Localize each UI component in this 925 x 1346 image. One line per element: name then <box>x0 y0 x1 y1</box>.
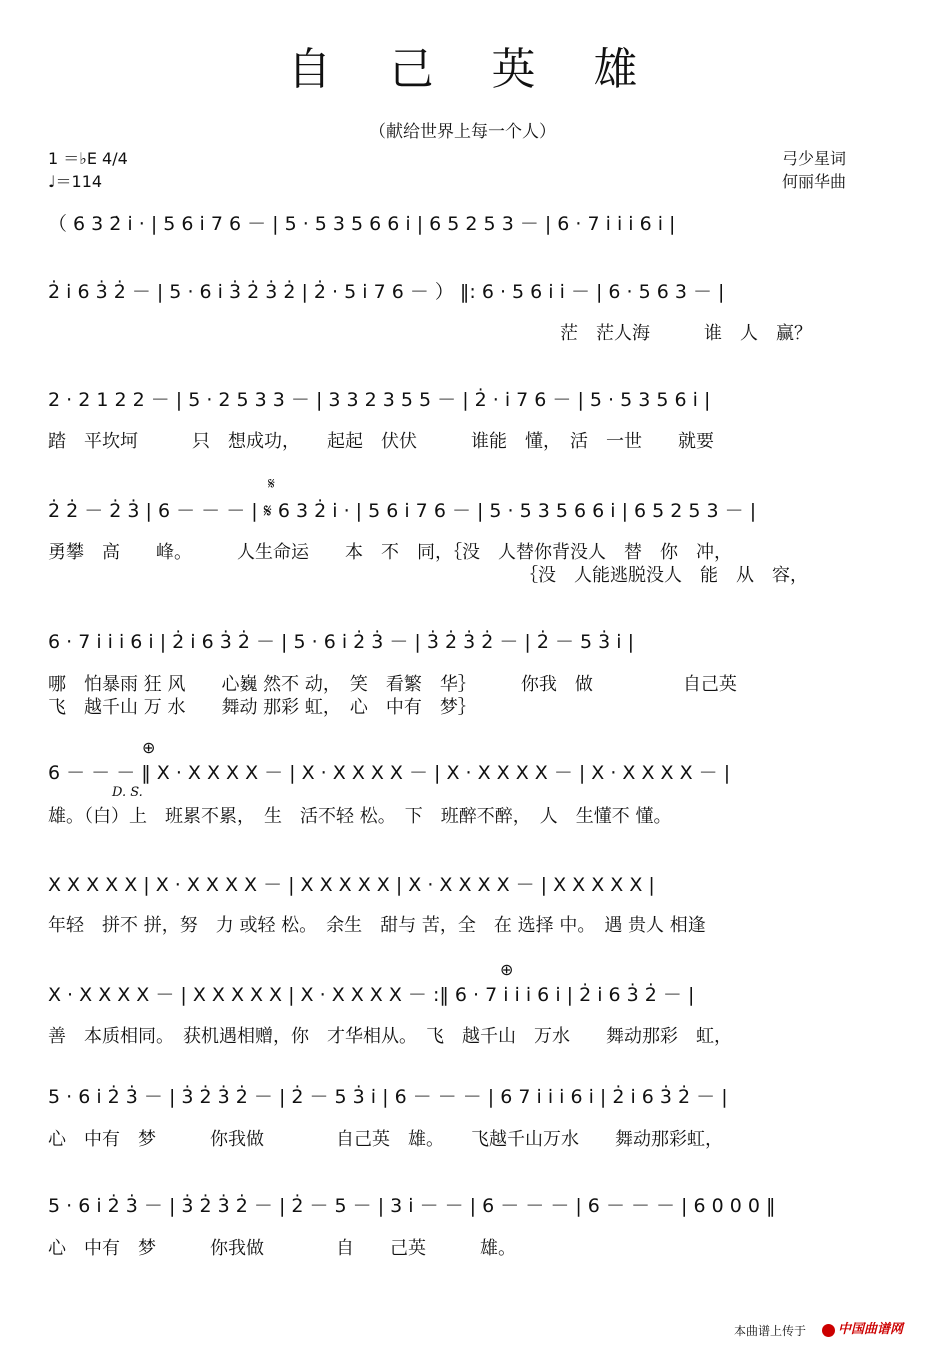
notation-line-3: 2 · 2 1 2 2 － | 5 · 2 5 3 3 － | 3 3 2 3 5 5 － | 2̇ · i̇ 7 6 － | 5 · 5 3 5 6 i̇ | <box>48 389 711 411</box>
notation-line-2: 2̇ i̇ 6 3̇ 2̇ － | 5 · 6 i̇ 3̇ 2̇ 3̇ 2̇ | 2̇ · 5 i̇ 7 6 － ） ‖: 6 · 5 6 i̇ i̇ － | 6 · 5 6 3 － | <box>48 281 725 303</box>
lyric-line-6: 雄。（白）上 班累不累， 生 活不轻 松。 下 班醉不醉， 人 生懂不 懂。 <box>48 806 672 827</box>
notation-line-9: 5 · 6 i̇ 2̇ 3̇ － | 3̇ 2̇ 3̇ 2̇ － | 2̇ － 5 3̇ i̇ | 6 － － － | 6 7 i̇ i̇ i̇ 6 i̇ | 2̇ i̇ 6 3̇ 2̇ － | <box>48 1086 728 1108</box>
lyric-line-10: 心 中有 梦 你我做 自 己英 雄。 <box>48 1238 516 1259</box>
notation-line-5: 6 · 7 i̇ i̇ i̇ 6 i̇ | 2̇ i̇ 6 3̇ 2̇ － | 5 · 6 i̇ 2̇ 3̇ － | 3̇ 2̇ 3̇ 2̇ － | 2̇ － 5 3̇ i̇ | <box>48 631 635 653</box>
notation-line-8: X · X X X X － | X X X X X | X · X X X X － :‖ 6 · 7 i̇ i̇ i̇ 6 i̇ | 2̇ i̇ 6 3̇ 2̇ － | <box>48 984 695 1006</box>
lyric-line-4a: 勇攀 高 峰。 人生命运 本 不 同，｛没 人替你背没人 替 你 冲， <box>48 542 732 563</box>
ds-mark: D. S. <box>112 785 143 800</box>
lyric-line-9: 心 中有 梦 你我做 自己英 雄。 飞越千山万水 舞动那彩虹， <box>48 1129 723 1150</box>
lyric-line-5a: 哪 怕暴雨 狂 风 心巍 然不 动， 笑 看繁 华｝ 你我 做 自己英 <box>48 674 737 695</box>
lyric-line-3: 踏 平坎坷 只 想成功， 起起 伏伏 谁能 懂， 活 一世 就要 <box>48 431 714 452</box>
footer-site-name: 中国曲谱网 <box>838 1322 904 1337</box>
lyricist-credit: 弓少星词 <box>782 149 847 168</box>
coda-mark: ⊕ <box>142 738 156 757</box>
song-subtitle: （献给世界上每一个人） <box>369 122 556 142</box>
notation-line-7: X X X X X | X · X X X X － | X X X X X | X · X X X X － | X X X X X | <box>48 874 655 896</box>
coda-mark-2: ⊕ <box>500 960 514 979</box>
tempo-marking: ♩＝114 <box>48 172 103 191</box>
notation-line-10: 5 · 6 i̇ 2̇ 3̇ － | 3̇ 2̇ 3̇ 2̇ － | 2̇ － 5 － | 3 i̇ － － | 6 － － － | 6 － － － | 6 0 0 0 ‖ <box>48 1195 776 1217</box>
site-logo-icon <box>822 1324 835 1337</box>
segno-mark: 𝄋 <box>268 474 275 493</box>
song-title: 自 己 英 雄 <box>287 44 660 95</box>
lyric-line-8: 善 本质相同。 获机遇相赠，你 才华相从。 飞 越千山 万水 舞动那彩 虹， <box>48 1026 732 1047</box>
lyric-line-4b: ｛没 人能逃脱没人 能 从 容， <box>520 565 808 586</box>
notation-line-1: （ 6 3 2̇ i̇ · | 5 6 i̇ 7 6 － | 5 · 5 3 5 6 6 i̇ | 6 5 2 5 3 － | 6 · 7 i̇ i̇ i̇ 6 i̇ | <box>48 213 676 235</box>
lyric-line-5b: 飞 越千山 万 水 舞动 那彩 虹， 心 中有 梦｝ <box>48 697 476 718</box>
footer-upload-text: 本曲谱上传于 <box>734 1324 807 1338</box>
notation-line-6: 6 － － － ‖ X · X X X X － | X · X X X X － | X · X X X X － | X · X X X X － | <box>48 762 731 784</box>
lyric-line-2: 茫 茫人海 谁 人 赢？ <box>560 323 812 344</box>
key-signature: 1 ＝♭E 4/4 <box>48 149 128 168</box>
composer-credit: 何丽华曲 <box>782 172 847 191</box>
notation-line-4: 2̇ 2̇ － 2̇ 3̇ | 6 － － － | 𝄋 6 3 2̇ i̇ · | 5 6 i̇ 7 6 － | 5 · 5 3 5 6 6 i̇ | 6 5 2 5 3 － | <box>48 500 757 522</box>
lyric-line-7: 年轻 拼不 拼，努 力 或轻 松。 余生 甜与 苦，全 在 选择 中。 遇 贵人 相逢 <box>48 915 706 936</box>
